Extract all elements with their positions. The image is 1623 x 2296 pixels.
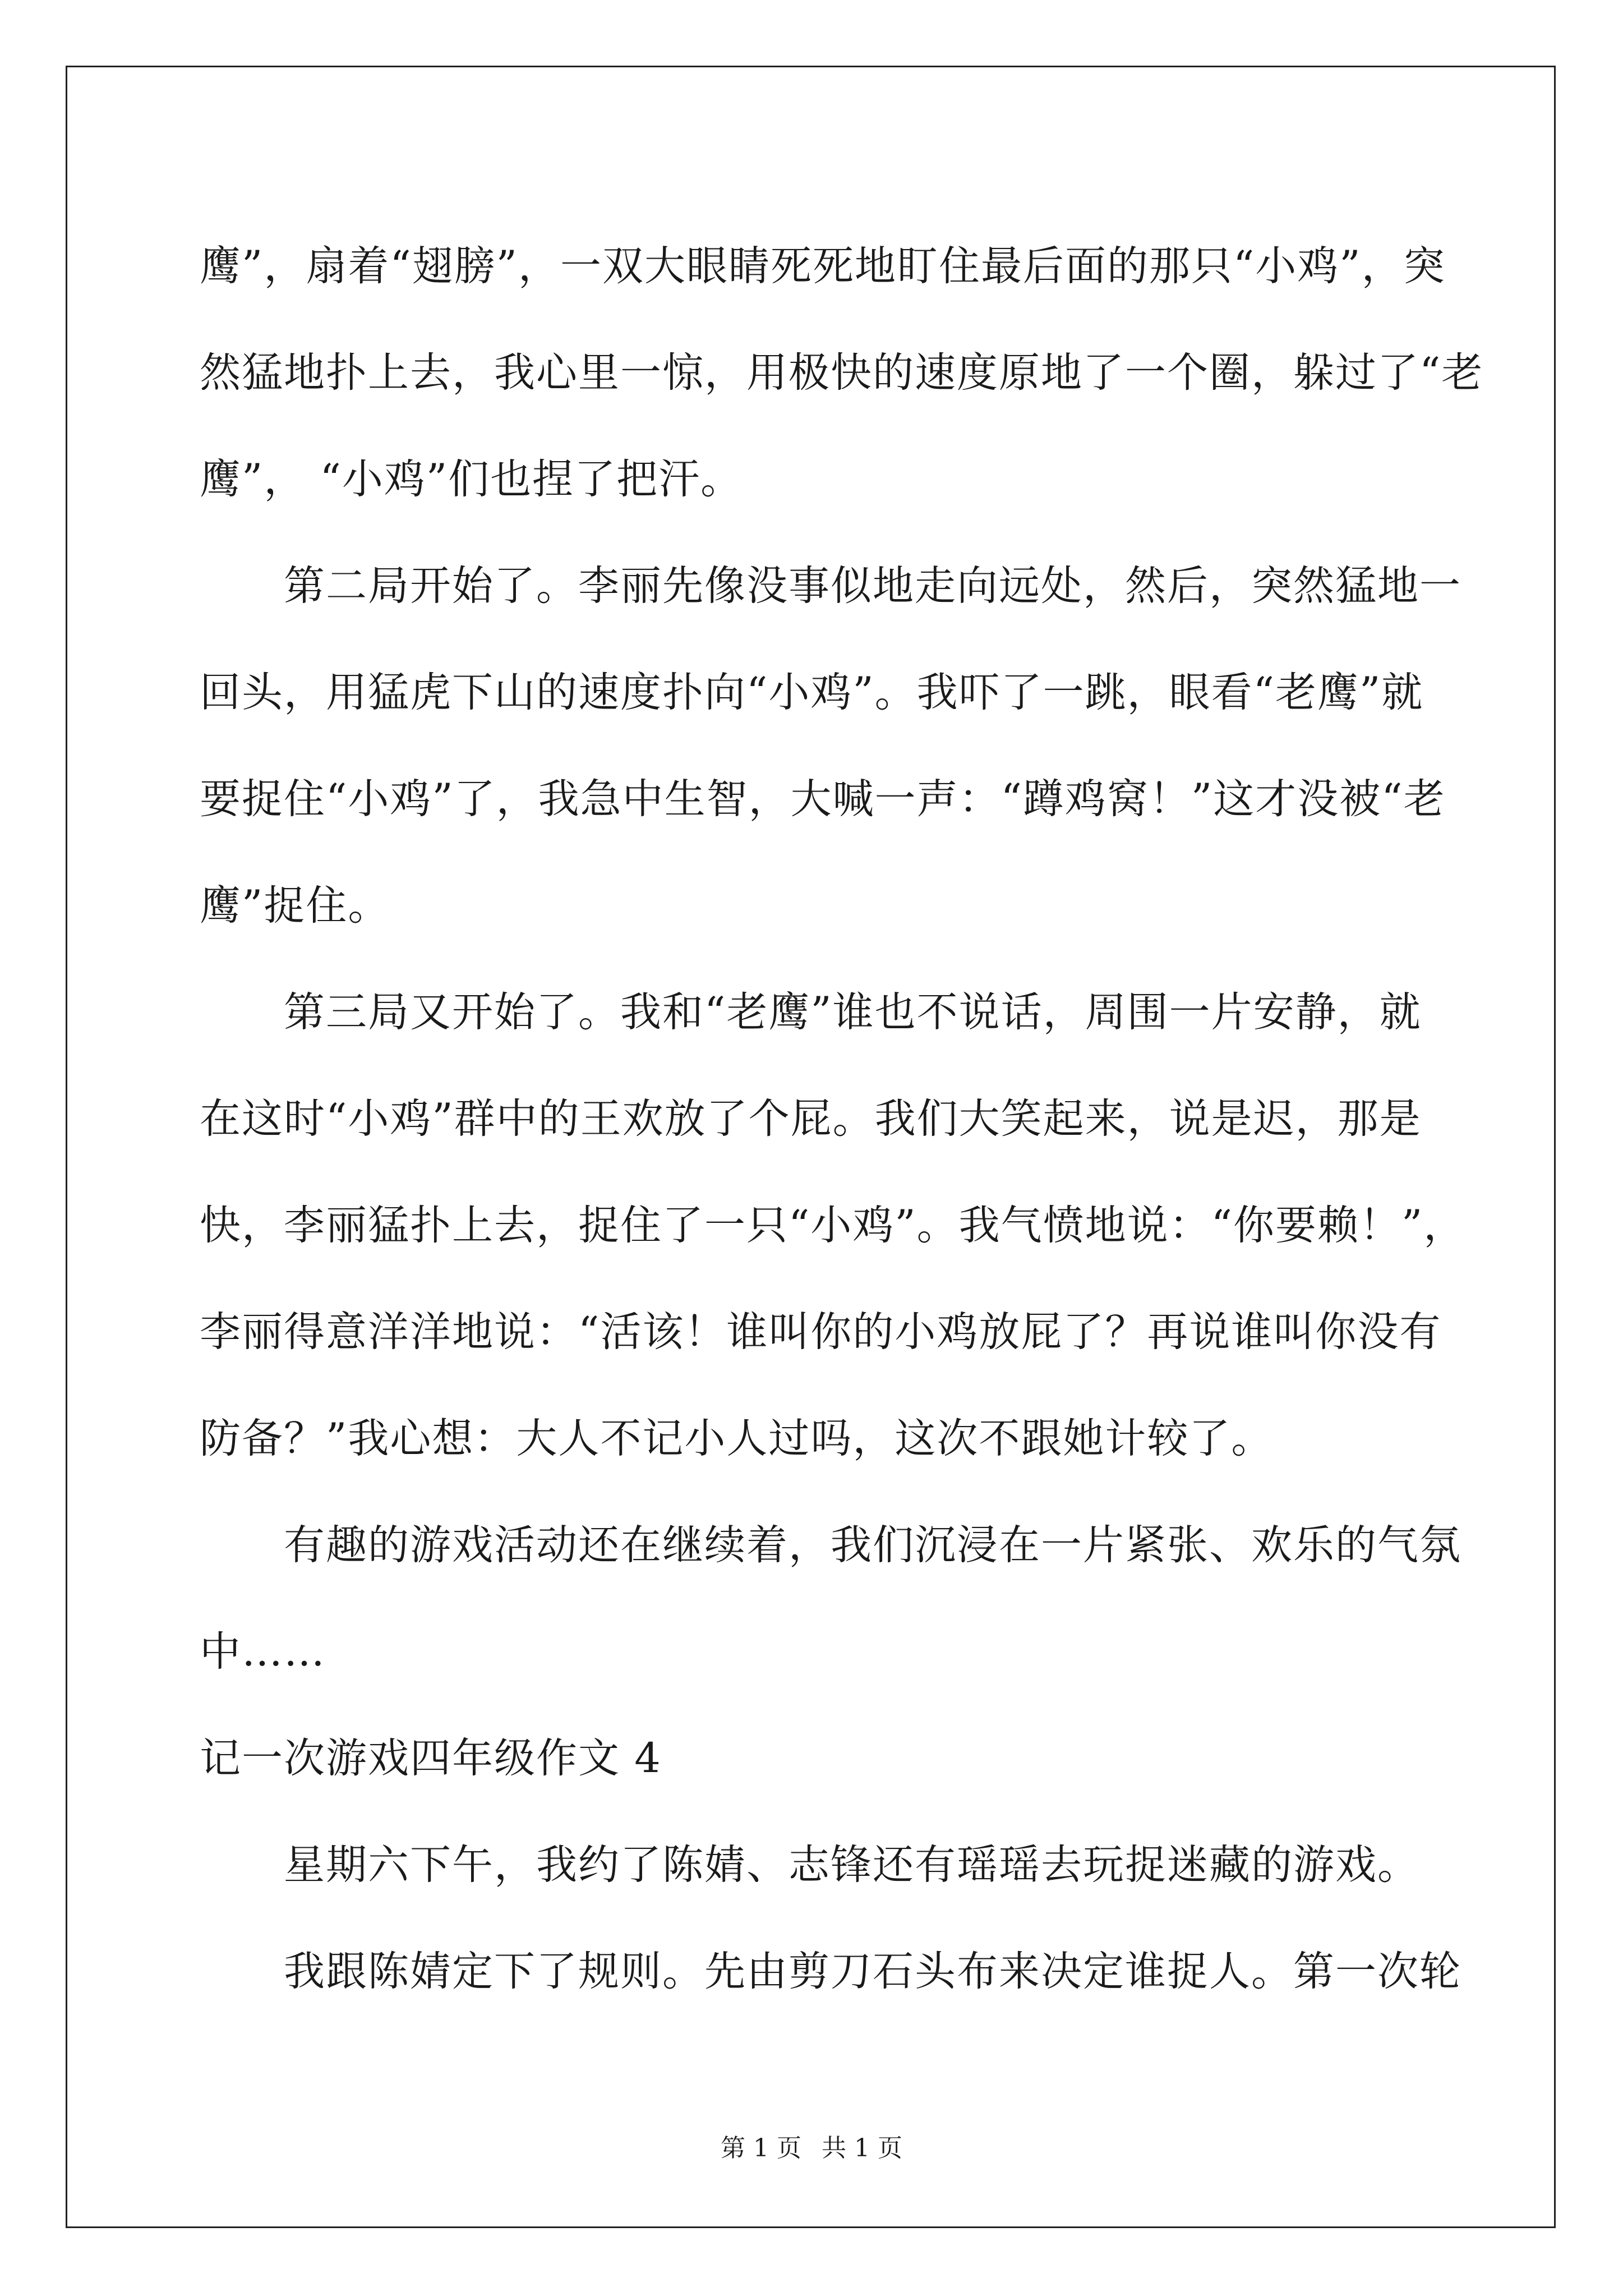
text-line: 鹰”捉住。	[200, 882, 390, 930]
page-number: 第 1 页	[721, 2134, 801, 2162]
text-line: 然猛地扑上去，我心里一惊，用极快的速度原地了一个圈，躲过了“老	[200, 349, 1484, 397]
text-line: 回头，用猛虎下山的速度扑向“小鸡”。我吓了一跳，眼看“老鹰”就	[200, 669, 1424, 716]
paragraph-start-line: 第二局开始了。李丽先像没事似地走向远处，然后，突然猛地一	[284, 562, 1461, 610]
text-line: 中……	[200, 1628, 326, 1676]
text-line: 鹰”，扇着“翅膀”，一双大眼睛死死地盯住最后面的那只“小鸡”，突	[200, 242, 1446, 290]
document-body	[200, 213, 1484, 2025]
paragraph-start-line: 星期六下午，我约了陈婧、志锋还有瑶瑶去玩捉迷藏的游戏。	[284, 1841, 1419, 1889]
paragraph-start-line: 有趣的游戏活动还在继续着，我们沉浸在一片紧张、欢乐的气氛	[284, 1521, 1461, 1569]
text-line: 李丽得意洋洋地说：“活该！谁叫你的小鸡放屁了？再说谁叫你没有	[200, 1308, 1442, 1356]
text-line: 快，李丽猛扑上去，捉住了一只“小鸡”。我气愤地说：“你要赖！”，	[200, 1202, 1466, 1249]
total-pages: 共 1 页	[822, 2134, 902, 2162]
section-heading: 记一次游戏四年级作文 4	[200, 1734, 662, 1782]
text-line: 在这时“小鸡”群中的王欢放了个屁。我们大笑起来，说是迟，那是	[200, 1095, 1422, 1143]
paragraph-start-line: 第三局又开始了。我和“老鹰”谁也不说话，周围一片安静，就	[284, 988, 1422, 1036]
text-line: 要捉住“小鸡”了，我急中生智，大喊一声：“蹲鸡窝！”这才没被“老	[200, 775, 1446, 823]
paragraph-start-line: 我跟陈婧定下了规则。先由剪刀石头布来决定谁捉人。第一次轮	[284, 1948, 1461, 1995]
text-line: 鹰”， “小鸡”们也捏了把汗。	[200, 455, 743, 503]
text-line: 防备？”我心想：大人不记小人过吗，这次不跟她计较了。	[200, 1415, 1274, 1462]
page-footer	[0, 2132, 1623, 2165]
